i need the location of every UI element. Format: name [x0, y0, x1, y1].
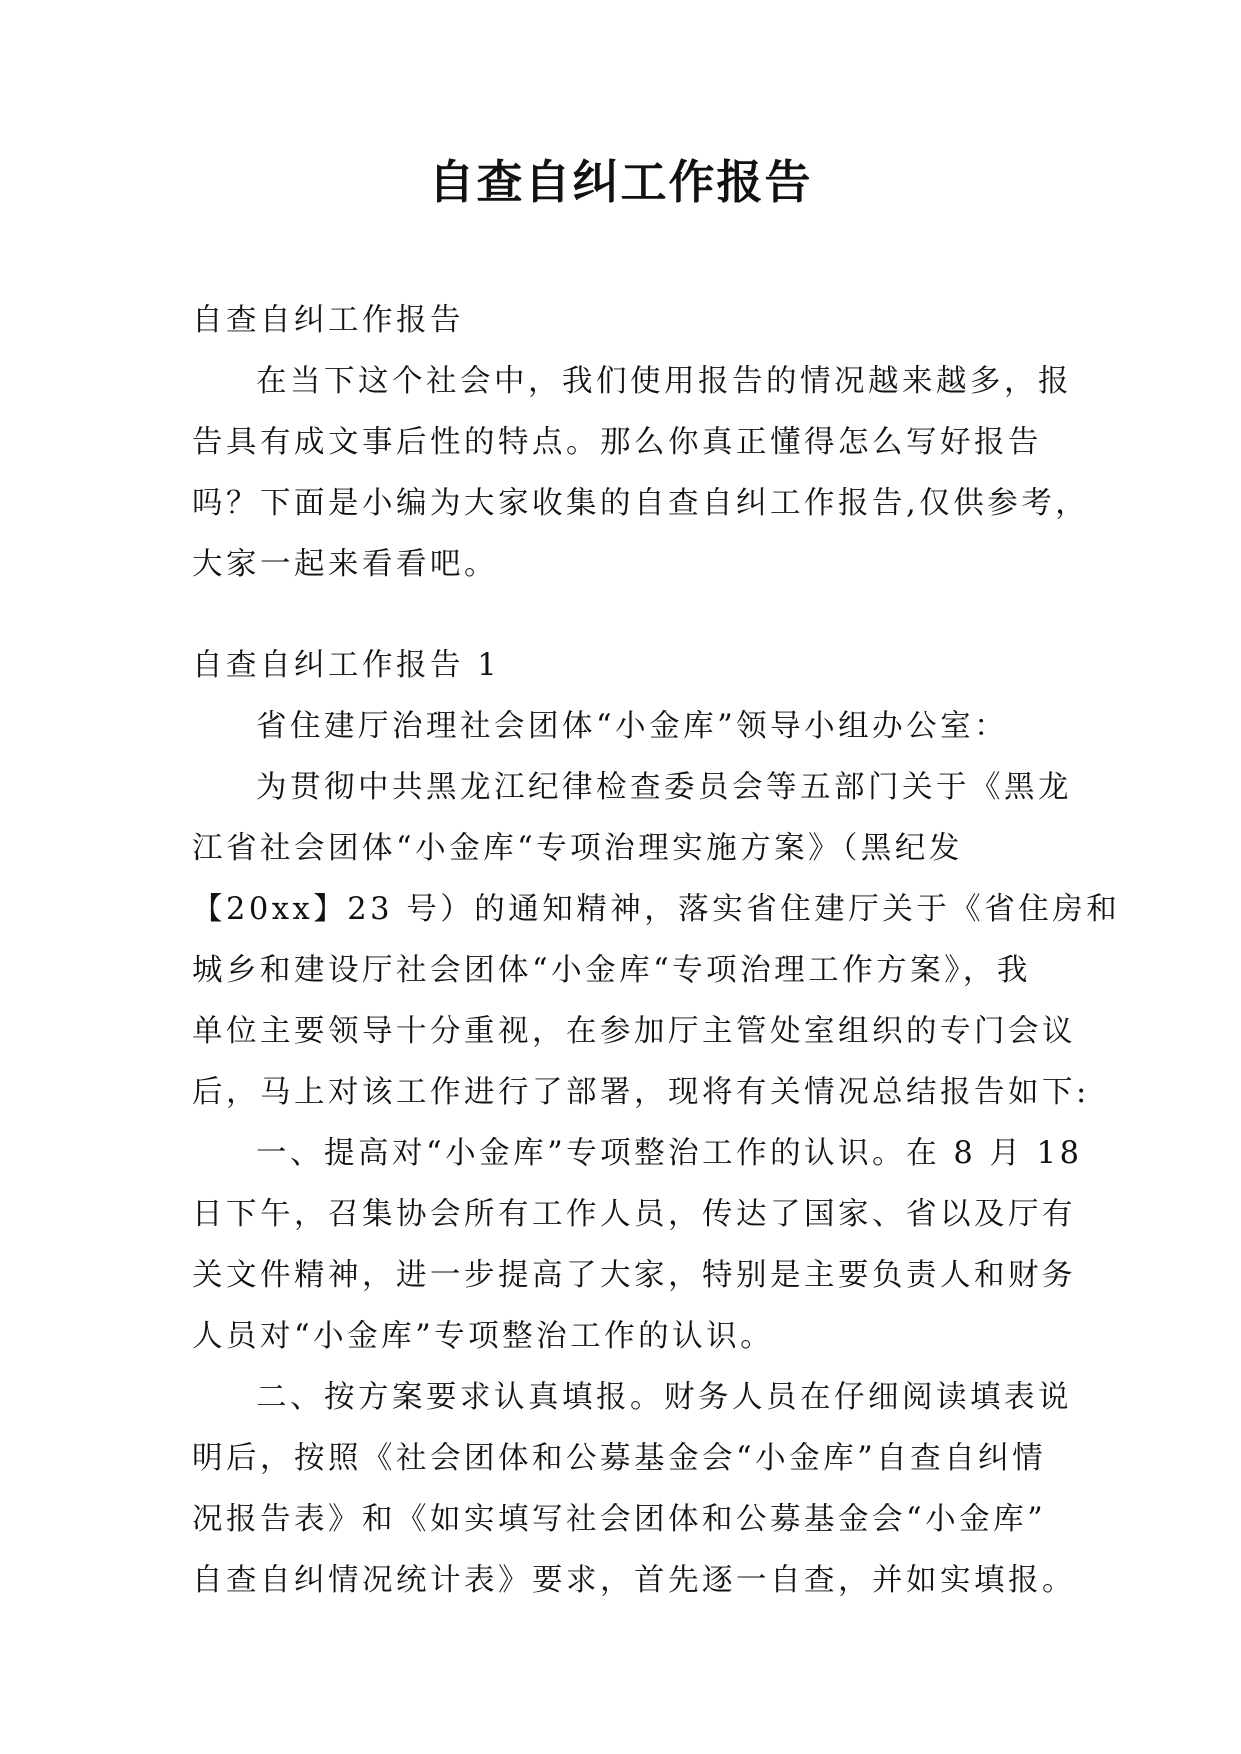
report1-p1-line-2: 江省社会团体“小金库“专项治理实施方案》（黑纪发 [192, 831, 963, 866]
report1-p2-line-4: 人员对“小金库”专项整治工作的认识。 [192, 1319, 775, 1354]
report1-p2-line-2: 日下午，召集协会所有工作人员，传达了国家、省以及厅有 [192, 1197, 1076, 1232]
intro-line-3: 吗？下面是小编为大家收集的自查自纠工作报告,仅供参考， [192, 486, 1090, 521]
intro-heading: 自查自纠工作报告 [192, 303, 464, 338]
document-title: 自查自纠工作报告 [428, 155, 813, 209]
report1-p3-line-1: 二、按方案要求认真填报。财务人员在仔细阅读填表说 [256, 1380, 1072, 1415]
intro-line-4: 大家一起来看看吧。 [192, 547, 498, 582]
report1-p3-line-2: 明后，按照《社会团体和公募基金会“小金库”自查自纠情 [192, 1441, 1047, 1476]
report1-p3-line-4: 自查自纠情况统计表》要求，首先逐一自查，并如实填报。 [192, 1563, 1076, 1598]
report1-p2-line-1: 一、提高对“小金库”专项整治工作的认识。在 8 月 18 [256, 1136, 1083, 1171]
report1-p1-line-1: 为贯彻中共黑龙江纪律检查委员会等五部门关于《黑龙 [256, 770, 1072, 805]
report1-p2-line-3: 关文件精神，进一步提高了大家，特别是主要负责人和财务 [192, 1258, 1076, 1293]
report1-p1-line-6: 后，马上对该工作进行了部署，现将有关情况总结报告如下: [192, 1075, 1090, 1110]
report1-p1-line-4: 城乡和建设厅社会团体“小金库“专项治理工作方案》，我 [192, 953, 1031, 988]
section-spacer [192, 595, 1050, 635]
report1-p1-line-3: 【20xx】23 号）的通知精神，落实省住建厅关于《省住房和 [192, 892, 1121, 927]
document-body [192, 290, 1121, 1611]
intro-line-2: 告具有成文事后性的特点。那么你真正懂得怎么写好报告 [192, 425, 1042, 460]
report1-heading: 自查自纠工作报告 1 [192, 648, 501, 683]
intro-line-1: 在当下这个社会中，我们使用报告的情况越来越多，报 [256, 364, 1072, 399]
report1-p1-line-5: 单位主要领导十分重视，在参加厅主管处室组织的专门会议 [192, 1014, 1076, 1049]
report1-p3-line-3: 况报告表》和《如实填写社会团体和公募基金会“小金库” [192, 1502, 1047, 1537]
report1-salutation: 省住建厅治理社会团体“小金库”领导小组办公室： [256, 709, 1009, 744]
